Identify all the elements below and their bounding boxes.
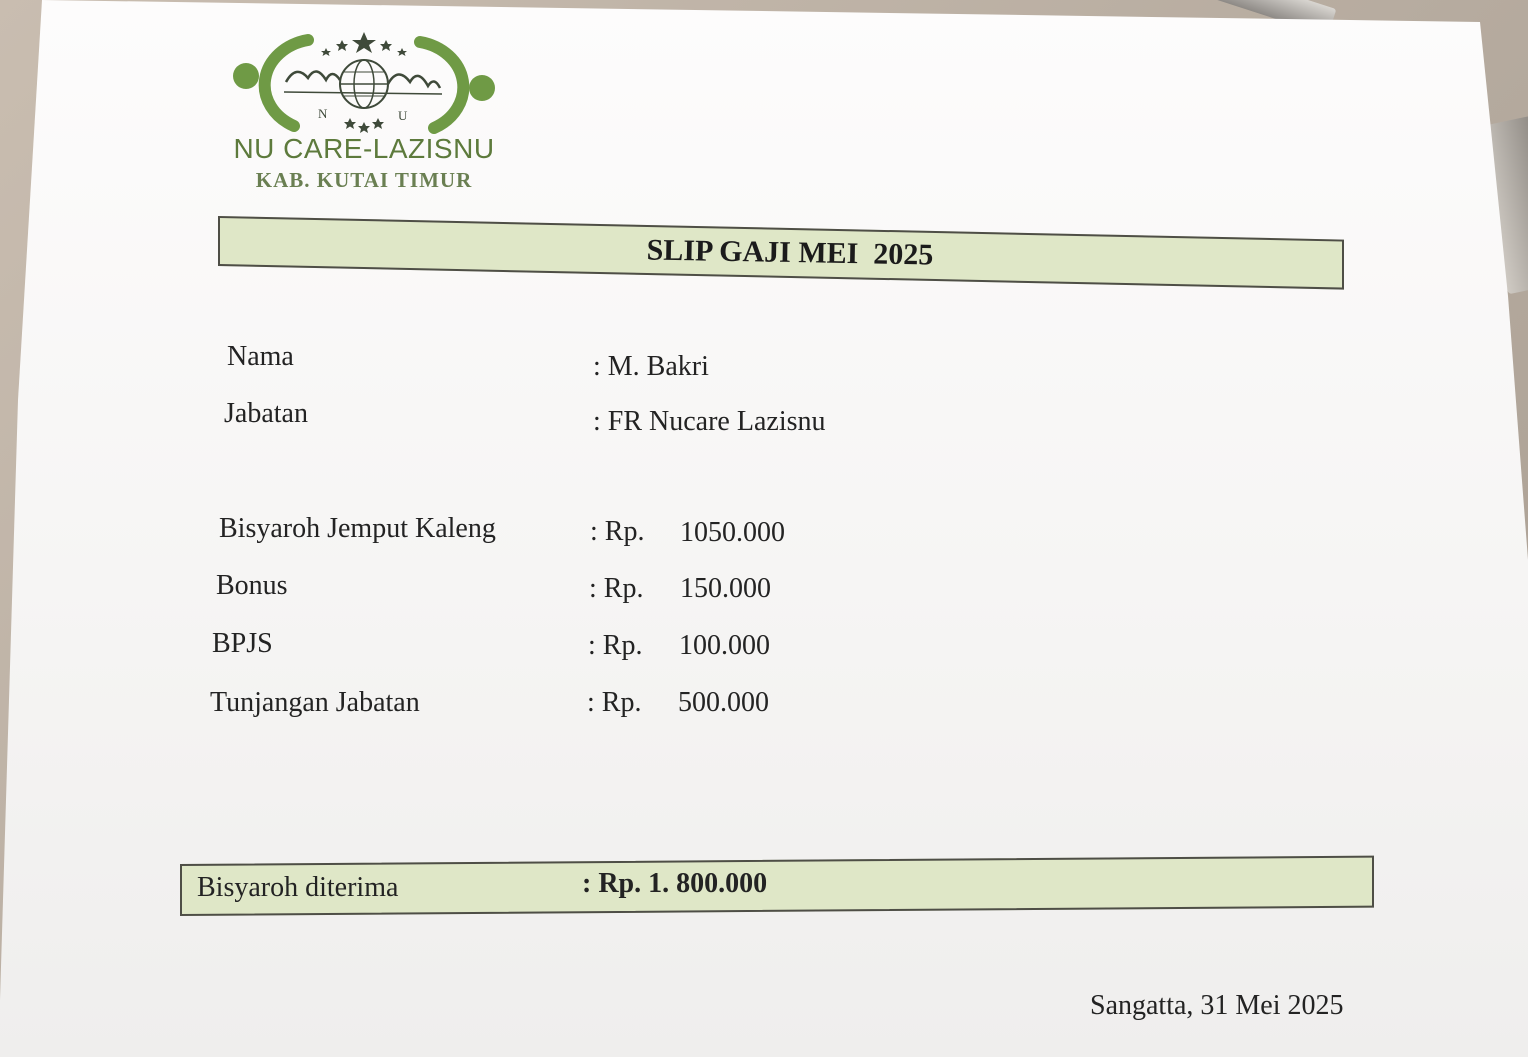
- nu-care-logo: [226, 30, 502, 134]
- component-currency: : Rp.: [589, 573, 644, 604]
- org-name: NU CARE-LAZISNU: [233, 133, 495, 164]
- component-currency: : Rp.: [588, 630, 643, 661]
- component-label: Tunjangan Jabatan: [210, 687, 420, 718]
- component-amount: 100.000: [679, 630, 770, 661]
- component-currency: : Rp.: [590, 516, 645, 547]
- org-subtitle: KAB. KUTAI TIMUR: [255, 168, 473, 192]
- employee-name-label: Nama: [227, 341, 294, 372]
- component-amount: 1050.000: [680, 517, 785, 548]
- component-label: Bisyaroh Jemput Kaleng: [219, 513, 496, 544]
- component-currency: : Rp.: [587, 687, 642, 718]
- component-label: Bonus: [216, 570, 288, 601]
- slip-title: SLIP GAJI MEI 2025: [646, 233, 934, 272]
- logo-letter-n: N: [318, 106, 328, 121]
- place-date: Sangatta, 31 Mei 2025: [1090, 990, 1344, 1021]
- total-label: Bisyaroh diterima: [197, 872, 399, 903]
- employee-name-value: : M. Bakri: [593, 351, 709, 382]
- total-value: : Rp. 1. 800.000: [582, 868, 768, 899]
- component-label: BPJS: [212, 628, 273, 659]
- component-amount: 150.000: [680, 573, 771, 604]
- component-amount: 500.000: [678, 687, 769, 718]
- employee-position-value: : FR Nucare Lazisnu: [593, 406, 826, 437]
- employee-position-label: Jabatan: [224, 398, 308, 429]
- logo-letter-u: U: [398, 108, 408, 123]
